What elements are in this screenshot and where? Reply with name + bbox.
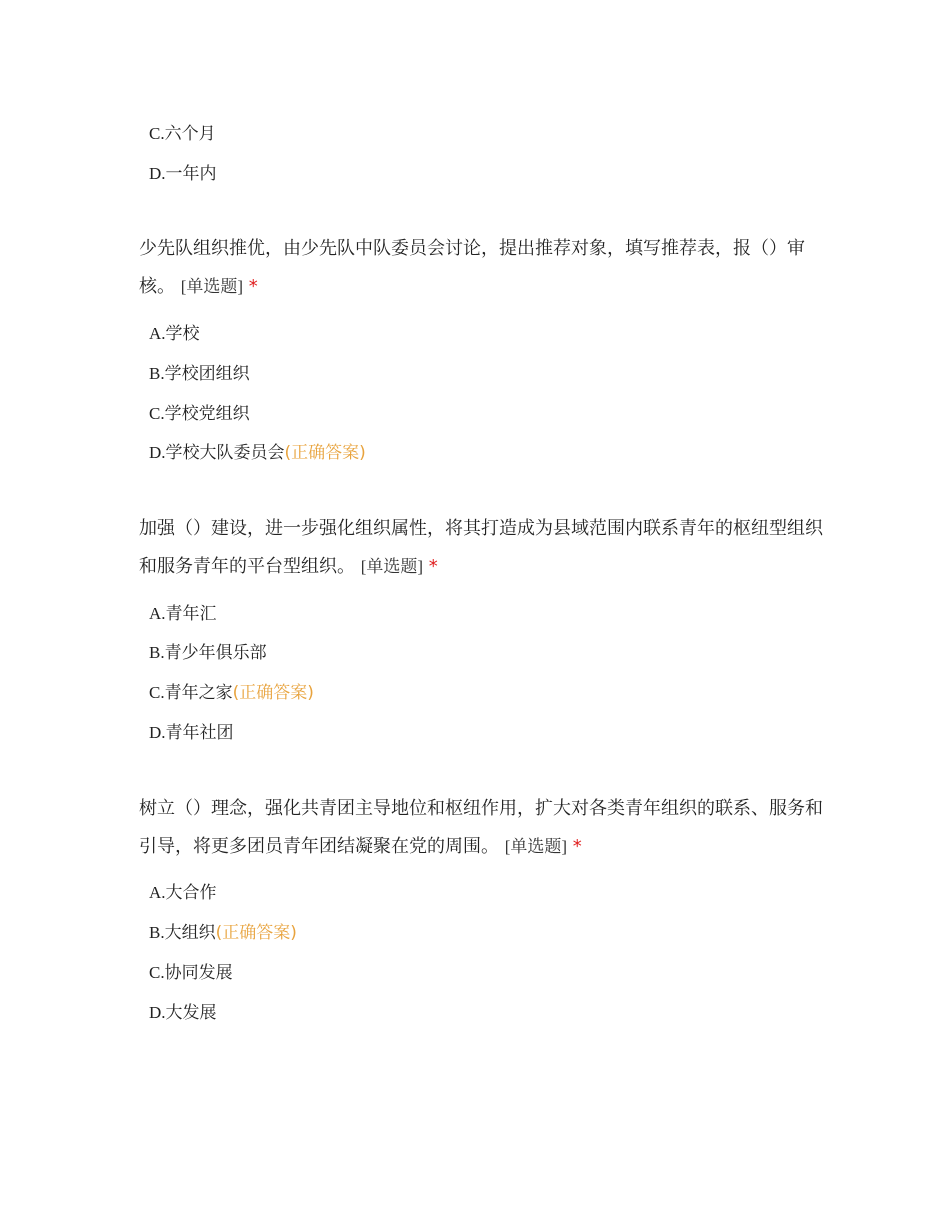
question-1-text: 少先队组织推优，由少先队中队委员会讨论，提出推荐对象，填写推荐表，报（）审核。 [单选题] * bbox=[139, 238, 805, 297]
q2-option-c: C.青年之家(正确答案) bbox=[149, 683, 314, 703]
q1-option-d: D.学校大队委员会(正确答案) bbox=[149, 443, 366, 463]
question-2-text: 加强（）建设，进一步强化组织属性，将其打造成为县域范围内联系青年的枢纽型组织和服务青年的平台型组织。 [单选题] * bbox=[139, 518, 823, 577]
prev-option-c: C.六个月 bbox=[149, 124, 216, 144]
correct-answer-tag: (正确答案) bbox=[232, 683, 314, 703]
question-type-label: [单选题] bbox=[504, 837, 568, 856]
q2-option-a: A.青年汇 bbox=[149, 604, 217, 624]
q3-option-c: C.协同发展 bbox=[149, 963, 233, 983]
required-mark: * bbox=[572, 836, 582, 857]
q1-option-a: A.学校 bbox=[149, 324, 200, 344]
q3-option-a: A.大合作 bbox=[149, 883, 217, 903]
q2-option-d: D.青年社团 bbox=[149, 723, 234, 743]
required-mark: * bbox=[428, 556, 438, 577]
q1-option-c: C.学校党组织 bbox=[149, 404, 250, 424]
q2-option-b: B.青少年俱乐部 bbox=[149, 643, 267, 663]
correct-answer-tag: (正确答案) bbox=[284, 443, 366, 463]
required-mark: * bbox=[248, 276, 258, 297]
correct-answer-tag: (正确答案) bbox=[215, 923, 297, 943]
question-3-text: 树立（）理念，强化共青团主导地位和枢纽作用，扩大对各类青年组织的联系、服务和引导，将更多团员青年团结凝聚在党的周围。 [单选题] * bbox=[139, 798, 823, 857]
question-type-label: [单选题] bbox=[360, 557, 424, 576]
q1-option-b: B.学校团组织 bbox=[149, 364, 250, 384]
q3-option-d: D.大发展 bbox=[149, 1003, 217, 1023]
prev-option-d: D.一年内 bbox=[149, 164, 217, 184]
question-type-label: [单选题] bbox=[180, 277, 244, 296]
q3-option-b: B.大组织(正确答案) bbox=[149, 923, 297, 943]
